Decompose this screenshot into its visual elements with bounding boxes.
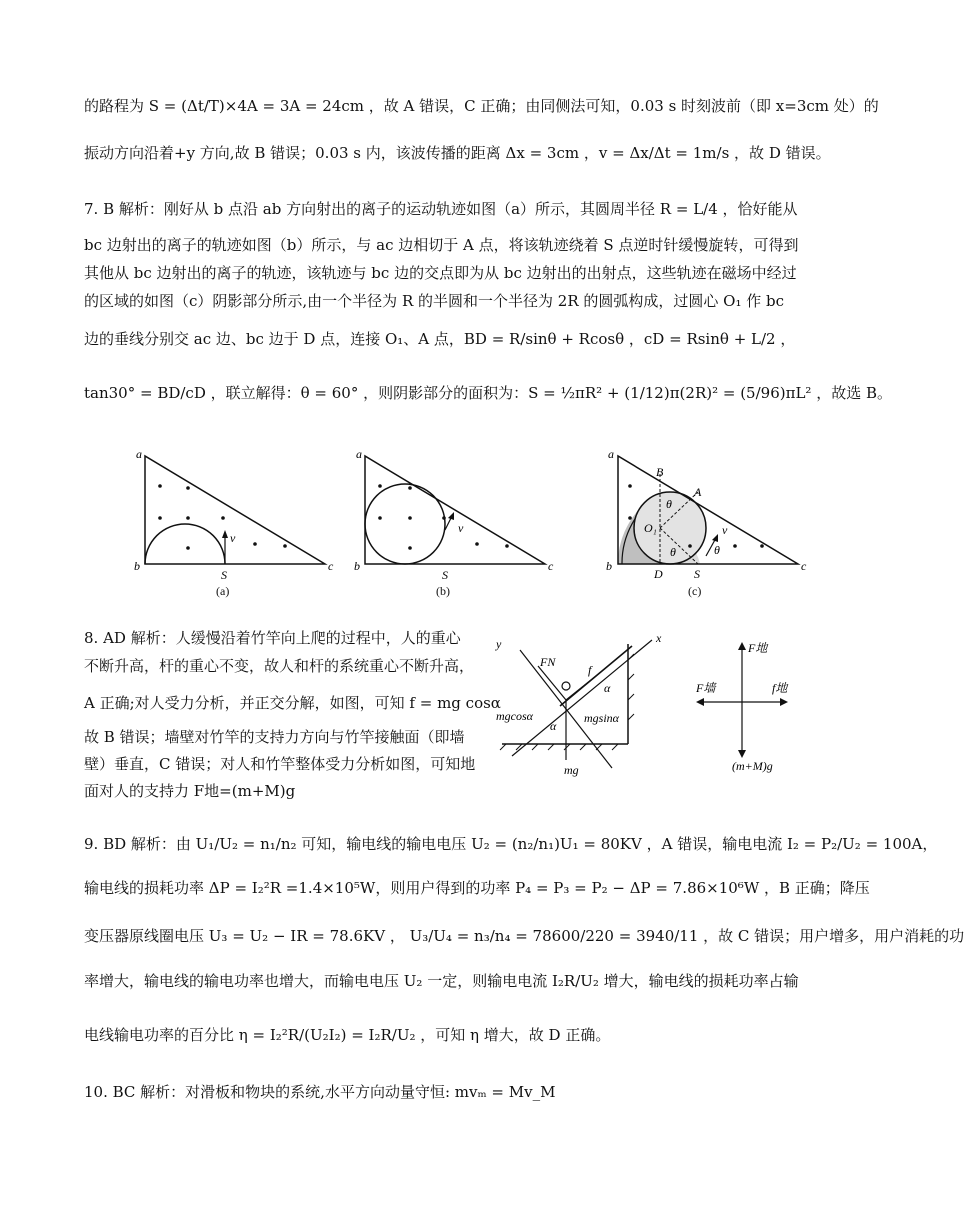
label-x: x (656, 631, 662, 645)
circle-track (365, 484, 445, 564)
label-c-c: c (801, 559, 807, 573)
label-a-c: a (608, 447, 614, 461)
arrow-up (738, 642, 746, 650)
label-f-ground: f地 (772, 681, 788, 695)
label-alpha-1: α (604, 681, 611, 695)
q8-line-6: 面对人的支持力 F地=(m+M)g (84, 782, 296, 800)
label-F-wall: F墙 (696, 681, 716, 695)
q7-line-1: 7. B 解析：刚好从 b 点沿 ab 方向射出的离子的运动轨迹如图（a）所示，其圆周半径 R = L/4 ，恰好能从 (84, 200, 798, 218)
q8-line-1: 8. AD 解析：人缓慢沿着竹竿向上爬的过程中，人的重心 (84, 629, 461, 647)
q6-line-1: 的路程为 S = (Δt/T)×4A = 3A = 24cm ，故 A 错误，C 正确；由同侧法可知，0.03 s 时刻波前（即 x=3cm 处）的 (84, 97, 879, 115)
caption-c: (c) (688, 584, 702, 598)
arrow-left (696, 698, 704, 706)
label-b: b (134, 559, 140, 573)
figure-b (352, 446, 562, 581)
figure-c (600, 446, 815, 581)
label-a-b: a (356, 447, 362, 461)
q9-line-4: 率增大，输电线的输电功率也增大，而输电电压 U₂ 一定，则输电电流 I₂R/U₂ 增大，输电线的损耗功率占输 (84, 972, 799, 990)
label-mgsina: mgsinα (584, 711, 619, 725)
label-S-c: S (694, 567, 700, 581)
label-O1: O₁ (644, 521, 657, 535)
arrow-head-b (448, 512, 454, 520)
f-arrow (566, 676, 596, 700)
q6-line-2: 振动方向沿着+y 方向,故 B 错误；0.03 s 内，该波传播的距离 Δx = 3cm ，v = Δx/Δt = 1m/s ，故 D 错误。 (84, 144, 831, 162)
label-B: B (656, 465, 664, 479)
figure-a (130, 446, 340, 581)
label-y: y (496, 637, 502, 651)
label-A: A (694, 485, 702, 499)
label-theta-1: θ (666, 497, 672, 511)
q7-line-2: bc 边射出的离子的轨迹如图（b）所示，与 ac 边相切于 A 点，将该轨迹绕着 S 点逆时针缓慢旋转，可得到 (84, 236, 799, 254)
label-alpha-2: α (550, 719, 557, 733)
label-v-b: v (458, 521, 464, 535)
x-axis-pole (512, 640, 652, 756)
label-f: f (588, 663, 592, 677)
triangle-a (145, 456, 325, 564)
q8-line-4: 故 B 错误；墙壁对竹竿的支持力方向与竹竿接触面（即墙 (84, 728, 465, 746)
label-F-ground: F地 (748, 641, 768, 655)
q9-line-3: 变压器原线圈电压 U₃ = U₂ − IR = 78.6KV ， U₃/U₄ = n₃/n₄ = 78600/220 = 3940/11 ，故 C 错误；用户增多，用户消耗的功 (84, 927, 964, 945)
label-theta-3: θ (714, 543, 720, 557)
q9-line-1: 9. BD 解析：由 U₁/U₂ = n₁/n₂ 可知，输电线的输电电压 U₂ = (n₂/n₁)U₁ = 80KV ，A 错误，输电电流 I₂ = P₂/U₂ = 100A， (84, 835, 938, 853)
semicircle-track (145, 524, 225, 564)
arrow-down (738, 750, 746, 758)
fn-arrow (538, 666, 566, 700)
caption-b: (b) (436, 584, 450, 598)
label-mg: mg (564, 763, 579, 777)
label-c-b: c (548, 559, 554, 573)
label-b-c: b (606, 559, 612, 573)
label-mgcosa: mgcosα (496, 709, 533, 723)
q7-line-5: 边的垂线分别交 ac 边、bc 边于 D 点，连接 O₁、A 点，BD = R/sinθ + Rcosθ ，cD = Rsinθ + L/2 ， (84, 330, 796, 348)
hatching (500, 654, 634, 750)
person-icon (562, 682, 570, 690)
label-FN: FN (540, 655, 556, 669)
arrow-head (222, 530, 228, 538)
arrow-right (780, 698, 788, 706)
arrow-head-c (712, 534, 718, 542)
q7-line-6: tan30° = BD/cD ，联立解得：θ = 60° ，则阴影部分的面积为：S = ½πR² + (1/12)π(2R)² = (5/96)πL² ，故选 B。 (84, 384, 892, 402)
q8-line-5: 壁）垂直，C 错误；对人和竹竿整体受力分析如图，可知地 (84, 755, 476, 773)
caption-a: (a) (216, 584, 230, 598)
q8-line-2: 不断升高，杆的重心不变，故人和杆的系统重心不断升高， (84, 657, 475, 675)
label-c: c (328, 559, 334, 573)
q7-line-3: 其他从 bc 边射出的离子的轨迹，该轨迹与 bc 边的交点即为从 bc 边射出的出射点，这些轨迹在磁场中经过 (84, 264, 797, 282)
q10-line-1: 10. BC 解析：对滑板和物块的系统,水平方向动量守恒: mvₘ = Mv_M (84, 1083, 556, 1101)
label-b-b: b (354, 559, 360, 573)
figure-8-forces (492, 630, 672, 780)
field-dots (158, 484, 287, 550)
field-dots-b (378, 484, 509, 550)
q7-line-4: 的区域的如图（c）阴影部分所示,由一个半径为 R 的半圆和一个半径为 2R 的圆弧构成，过圆心 O₁ 作 bc (84, 292, 784, 310)
q9-line-2: 输电线的损耗功率 ΔP = I₂²R =1.4×10⁵W，则用户得到的功率 P₄ = P₃ = P₂ − ΔP = 7.86×10⁶W ，B 正确；降压 (84, 879, 870, 897)
label-a: a (136, 447, 142, 461)
label-D: D (654, 567, 663, 581)
label-mMg: (m+M)g (732, 759, 773, 773)
label-theta-2: θ (670, 545, 676, 559)
triangle-b (365, 456, 545, 564)
label-v-c: v (722, 523, 728, 537)
label-v: v (230, 531, 236, 545)
q8-line-3: A 正确;对人受力分析，并正交分解，如图，可知 f = mg cosα (84, 694, 501, 712)
figure-8-system (692, 634, 802, 774)
label-S-b: S (442, 568, 448, 582)
q9-line-5: 电线输电功率的百分比 η = I₂²R/(U₂I₂) = I₂R/U₂ ，可知 η 增大，故 D 正确。 (84, 1026, 611, 1044)
label-S: S (221, 568, 227, 582)
